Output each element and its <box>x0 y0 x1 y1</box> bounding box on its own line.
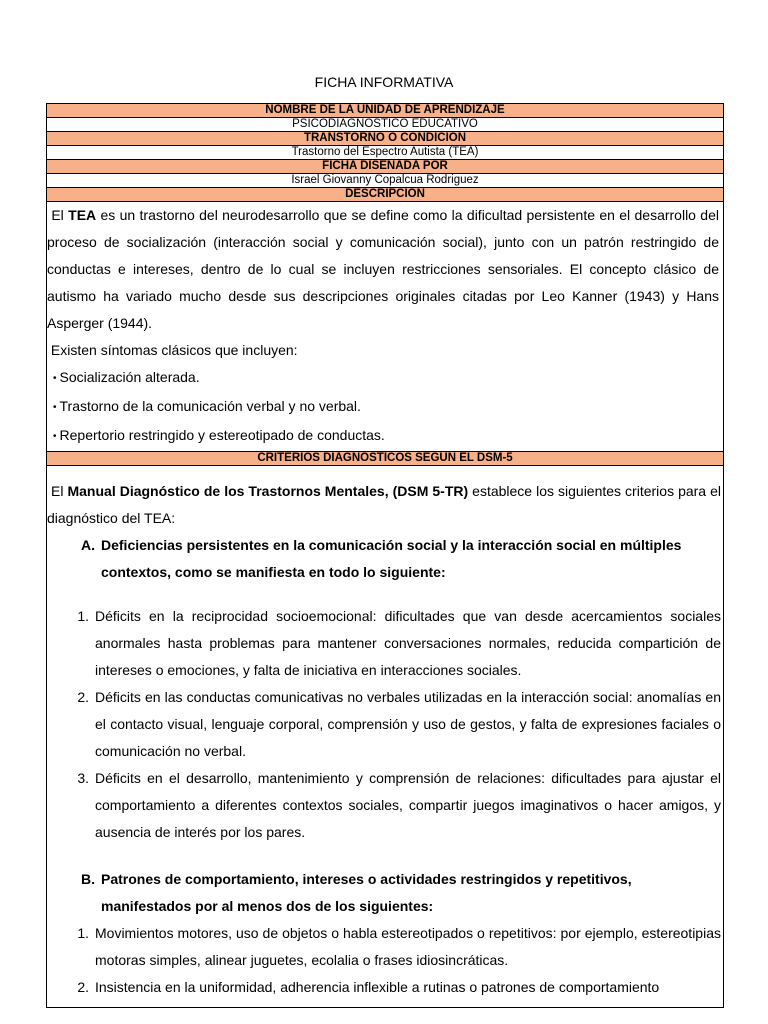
dsm-title: Manual Diagnóstico de los Trastornos Mentales, (DSM 5-TR) <box>67 483 469 499</box>
condition-value: Trastorno del Espectro Autista (TEA) <box>47 146 724 160</box>
criterion-a-list <box>47 603 721 846</box>
list-item: 1. Déficits en la reciprocidad socioemocional: dificultades que van desde acercamientos sociales anormales hasta problemas para mantener conversaciones normales, reducida compartición de intereses o emociones, y falta de iniciativa en interacciones sociales. <box>77 608 721 678</box>
list-item: 1. Movimientos motores, uso de objetos o habla estereotipados o repetitivos: por ejemplo, estereotipias motoras simples, alinear juguetes, ecolalia o frases idiosincráticas. <box>77 925 721 968</box>
page-title: FICHA INFORMATIVA <box>314 74 454 90</box>
list-item: • Socialización alterada. <box>53 369 200 385</box>
criterion-b-list <box>47 920 721 1001</box>
description-section <box>47 202 724 452</box>
author-header: FICHA DISEÑADA POR <box>47 160 724 174</box>
description-header: DESCRIPCIÓN <box>47 188 724 202</box>
condition-header: TRANSTORNO O CONDICIÓN <box>47 132 724 146</box>
unit-value: PSICODIAGNOSTICO EDUCATIVO <box>47 118 724 132</box>
list-item: 2. Insistencia en la uniformidad, adherencia inflexible a rutinas o patrones de comportamiento <box>77 979 660 995</box>
list-item: 3. Déficits en el desarrollo, mantenimiento y comprensión de relaciones: dificultades para ajustar el comportamiento a diferentes contextos sociales, compartir juegos imaginativos o hacer amigos, y ausencia de interés por los pares. <box>77 770 721 840</box>
criteria-header: CRITERIOS DIAGNÓSTICOS SEGÚN EL DSM-5 <box>47 452 724 466</box>
list-item: 2. Déficits en las conductas comunicativas no verbales utilizadas en la interacción social: anomalías en el contacto visual, lenguaje corporal, comprensión y uso de gestos, y falta de expresiones faciales o comunicación no verbal. <box>77 689 721 759</box>
criteria-intro: El Manual Diagnóstico de los Trastornos Mentales, (DSM 5-TR) establece los siguientes criterios para el diagnóstico del TEA: <box>47 483 721 526</box>
criterion-b: B. Patrones de comportamiento, intereses o actividades restringidos y repetitivos, manifestados por al menos dos de los siguientes: <box>81 871 632 914</box>
list-item: • Trastorno de la comunicación verbal y no verbal. <box>53 398 361 414</box>
symptoms-list <box>47 364 719 451</box>
symptoms-intro: Existen síntomas clásicos que incluyen: <box>50 342 298 358</box>
criterion-a: A. Deficiencias persistentes en la comunicación social y la interacción social en múltiples contextos, como se manifiesta en todo lo siguiente: <box>81 537 682 580</box>
info-table <box>46 103 724 1008</box>
list-item: • Repertorio restringido y estereotipado de conductas. <box>53 427 385 443</box>
author-value: Israel Giovanny Copalcua Rodriguez <box>47 174 724 188</box>
criteria-section <box>47 466 724 1008</box>
tea-term: TEA <box>68 207 97 223</box>
unit-header: NOMBRE DE LA UNIDAD DE APRENDIZAJE <box>47 104 724 118</box>
description-paragraph: El TEA es un trastorno del neurodesarrollo que se define como la dificultad persistente en el desarrollo del proceso de socialización (interacción social y comunicación social), junto con un patrón restringido de conductas e intereses, dentro de lo cual se incluyen restricciones sensoriales. El concepto clásico de autismo ha variado mucho desde sus descripciones originales citadas por Leo Kanner (1943) y Hans Asperger (1944). <box>47 207 719 331</box>
